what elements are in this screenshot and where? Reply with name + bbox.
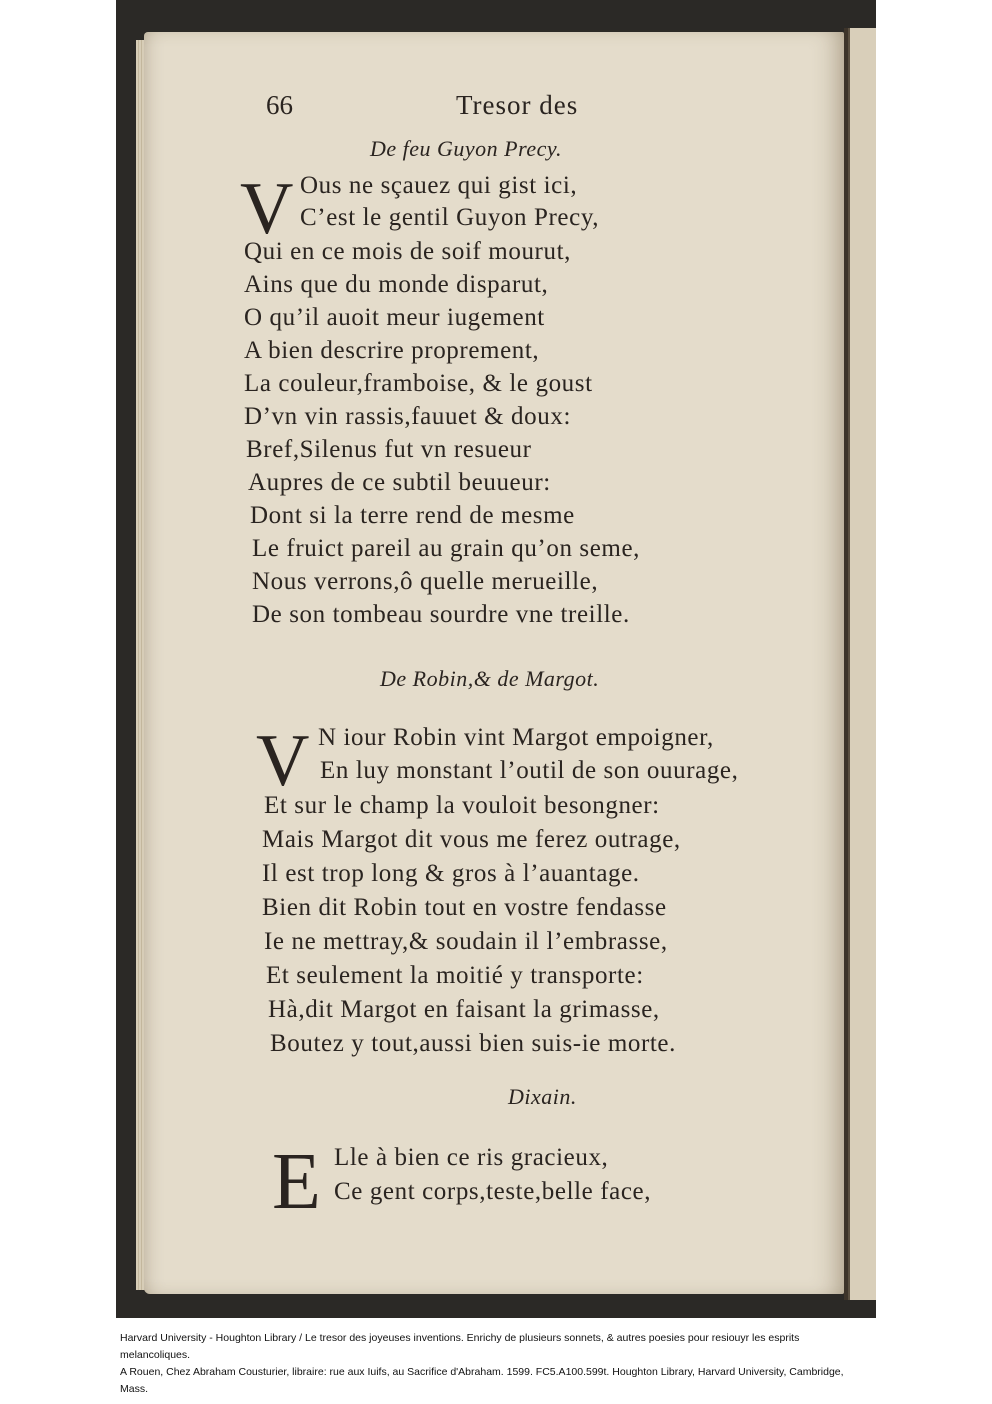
drop-cap: V <box>240 168 294 250</box>
facing-page-edge <box>848 28 876 1300</box>
verse-line: Et seulement la moitié y transporte: <box>266 962 644 989</box>
drop-cap: V <box>256 720 310 802</box>
poem-title: De feu Guyon Precy. <box>370 136 562 161</box>
verse-line: Ie ne mettray,& soudain il l’embrasse, <box>264 928 668 955</box>
verse-line: Dont si la terre rend de mesme <box>250 502 575 529</box>
verse-line: Ce gent corps,teste,belle face, <box>334 1178 652 1205</box>
drop-cap: E <box>272 1138 321 1226</box>
verse-line: A bien descrire proprement, <box>244 337 540 364</box>
verse-line: Et sur le champ la vouloit besongner: <box>264 792 660 819</box>
verse-line: De son tombeau sourdre vne treille. <box>252 601 630 628</box>
verse-line: Le fruict pareil au grain qu’on seme, <box>252 535 641 562</box>
verse-line: Boutez y tout,aussi bien suis-ie morte. <box>270 1030 676 1057</box>
verse-line: Nous verrons,ô quelle merueille, <box>252 568 599 595</box>
verse-line: Qui en ce mois de soif mourut, <box>244 238 571 265</box>
poem-title: Dixain. <box>508 1084 577 1109</box>
verse-line: En luy monstant l’outil de son ouurage, <box>320 757 739 784</box>
verse-line: N iour Robin vint Margot empoigner, <box>318 724 714 751</box>
scanned-page-image <box>116 0 876 1318</box>
verse-line: Mais Margot dit vous me ferez outrage, <box>262 826 681 853</box>
verse-line: D’vn vin rassis,fauuet & doux: <box>244 403 571 430</box>
page-header <box>236 90 796 130</box>
verse-line: Ains que du monde disparut, <box>244 271 549 298</box>
verse-line: Il est trop long & gros à l’auantage. <box>262 860 640 887</box>
verse-line: O qu’il auoit meur iugement <box>244 304 545 331</box>
caption-line: Harvard University - Houghton Library / Le tresor des joyeuses inventions. Enrichy de plusieurs sonnets, & autres poesies pour resiouyr les esprits melancoliques. <box>120 1332 800 1361</box>
verse-line: Bref,Silenus fut vn resueur <box>246 436 532 463</box>
verse-line: Bien dit Robin tout en vostre fendasse <box>262 894 667 921</box>
verse-line: Aupres de ce subtil beuueur: <box>248 469 551 496</box>
image-caption <box>120 1330 860 1398</box>
verse-line: Ous ne sçauez qui gist ici, <box>300 172 578 199</box>
verse-line: La couleur,framboise, & le goust <box>244 370 593 397</box>
verse-line: Lle à bien ce ris gracieux, <box>334 1144 609 1171</box>
caption-line: A Rouen, Chez Abraham Cousturier, libraire: rue aux Iuifs, au Sacrifice d'Abraham. 1599. FC5.A100.599t. Houghton Library, Harvard University, Cambridge, Mass. <box>120 1366 844 1395</box>
verse-line: C’est le gentil Guyon Precy, <box>300 204 600 231</box>
verse-line: Hà,dit Margot en faisant la grimasse, <box>268 996 660 1023</box>
running-head: Tresor des <box>456 90 579 120</box>
page-number: 66 <box>266 90 293 120</box>
poem-title: De Robin,& de Margot. <box>380 666 600 691</box>
book-page <box>144 32 844 1294</box>
